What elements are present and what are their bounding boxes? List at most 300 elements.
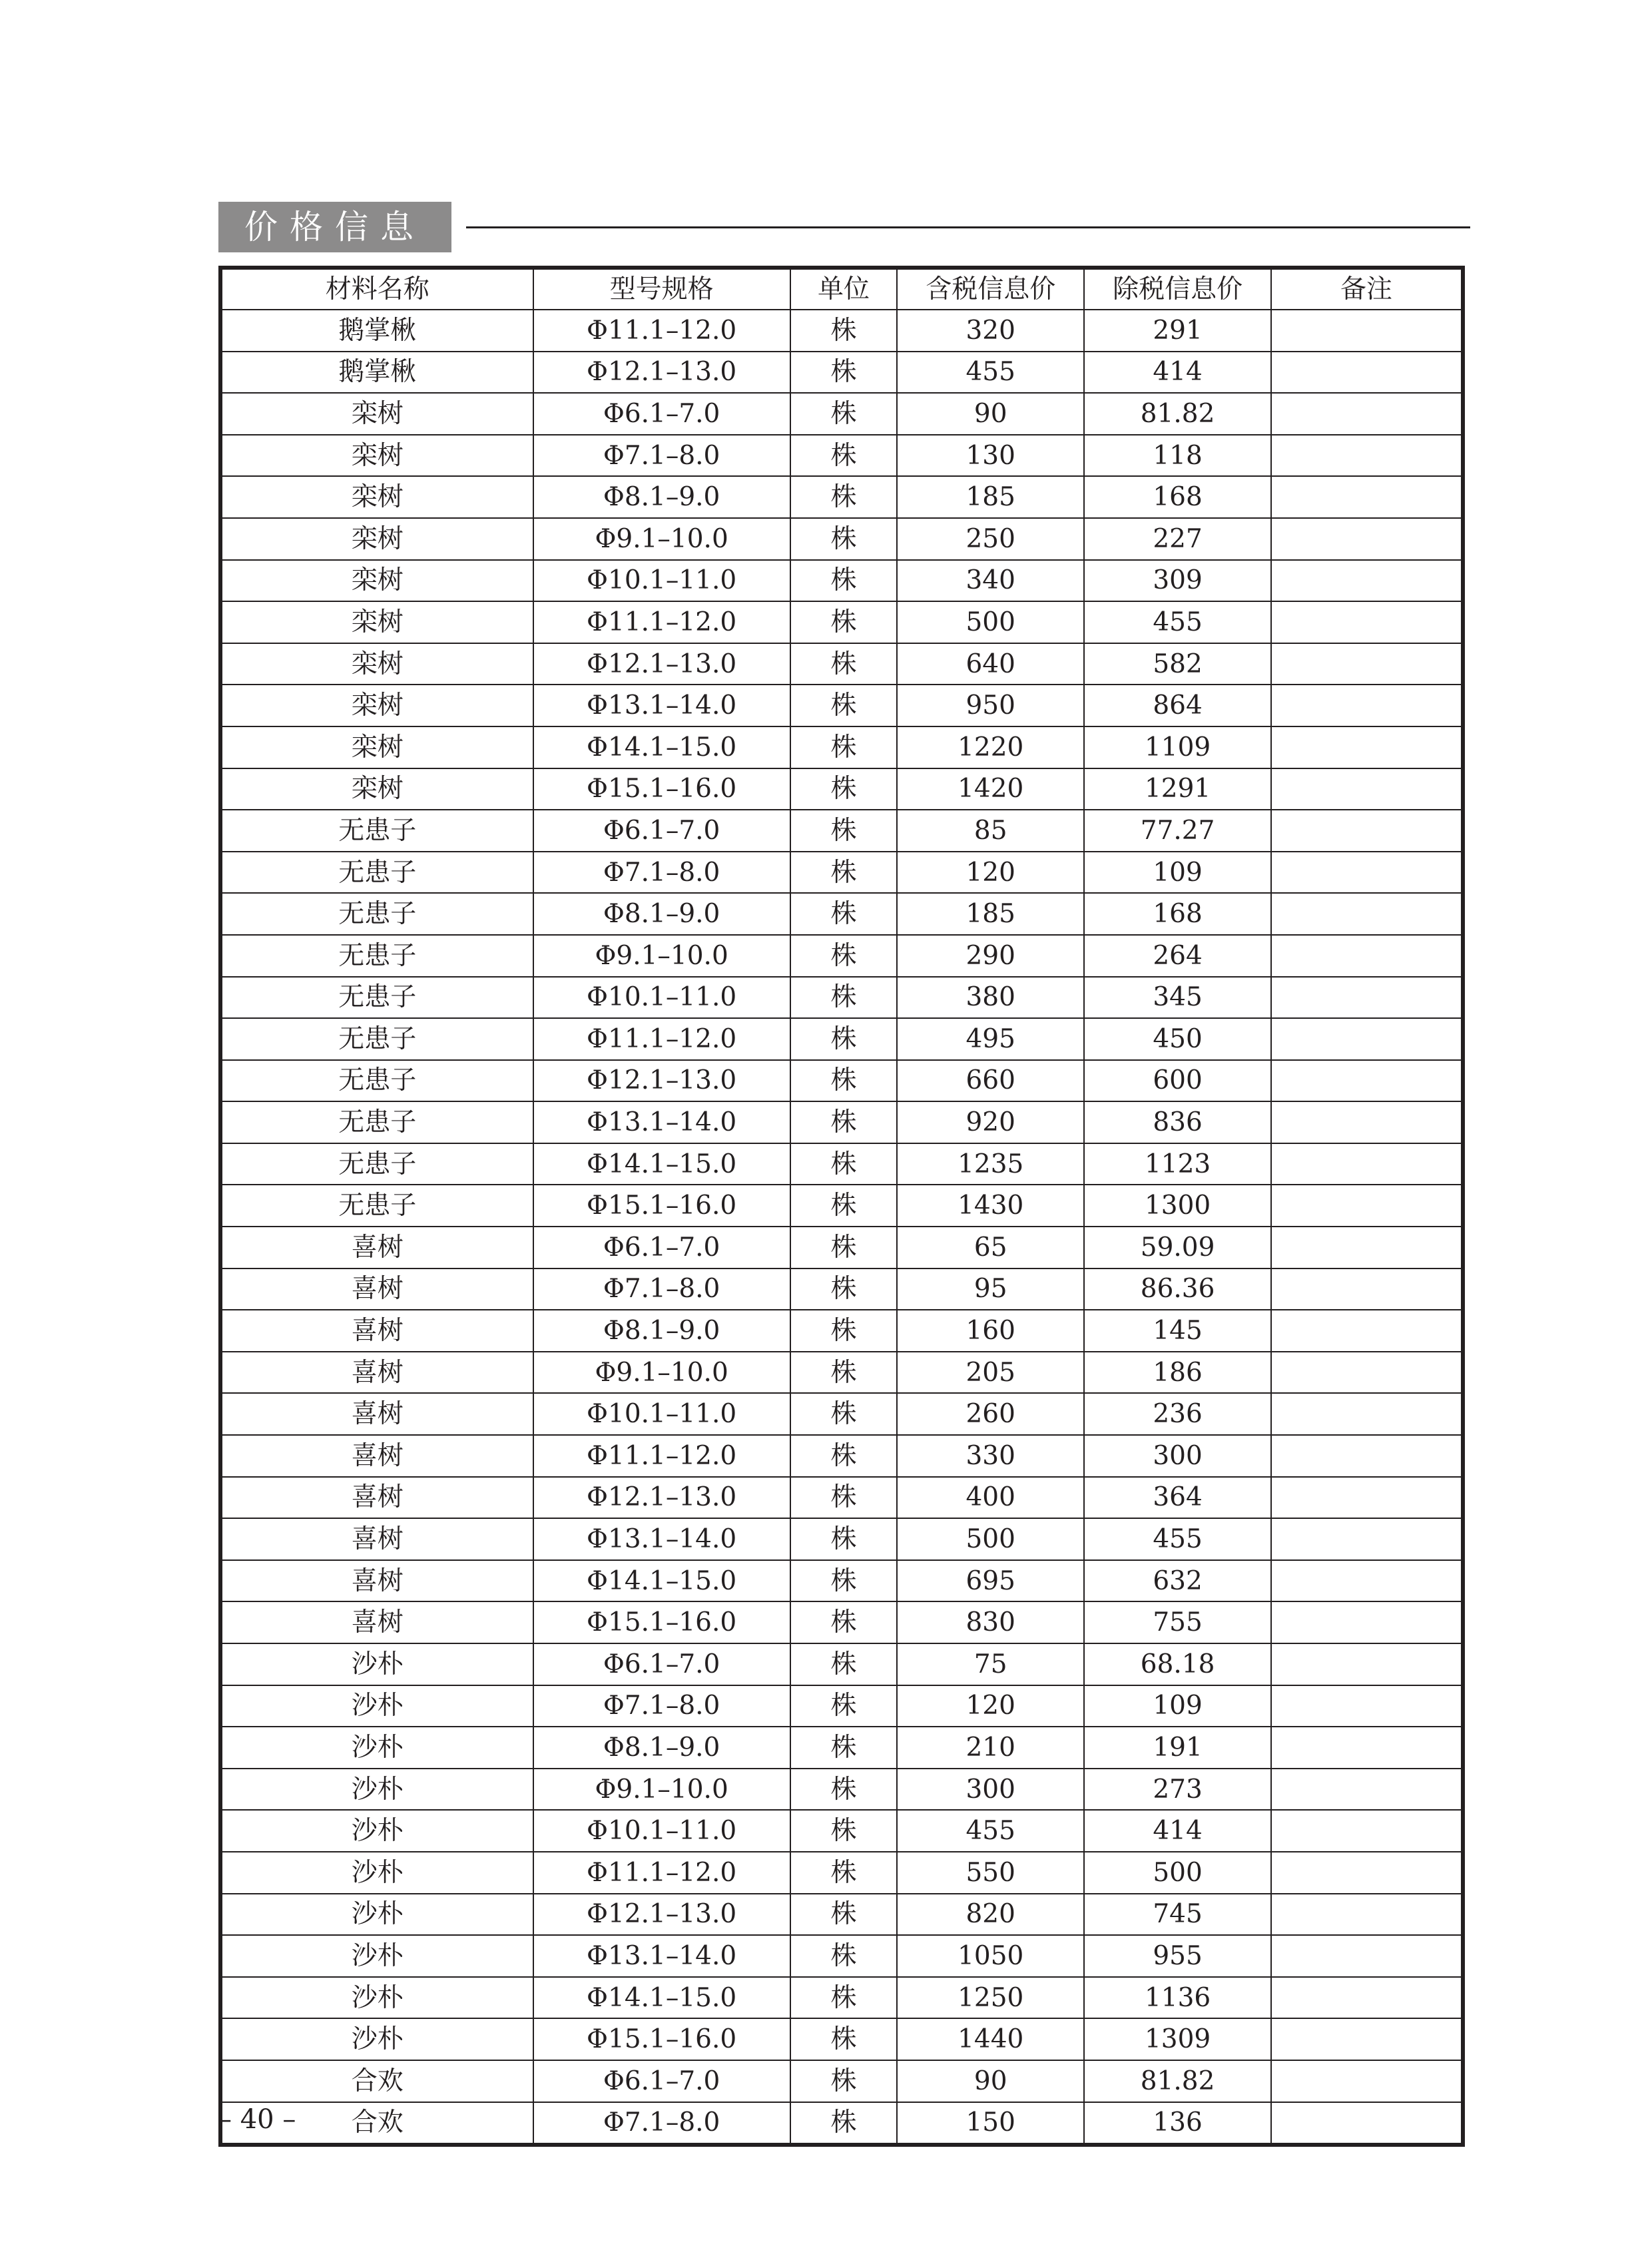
table-body: [220, 310, 1463, 2145]
cell-price-incl-tax: 500: [897, 601, 1084, 643]
cell-material-name: 栾树: [220, 393, 533, 435]
cell-price-excl-tax: 1136: [1084, 1977, 1271, 2019]
cell-price-excl-tax: 455: [1084, 1518, 1271, 1560]
cell-remarks: [1271, 352, 1463, 394]
cell-material-name: 合欢: [220, 2102, 533, 2145]
cell-price-excl-tax: 1309: [1084, 2018, 1271, 2060]
cell-spec: Φ9.1–10.0: [533, 518, 790, 560]
cell-spec: Φ11.1–12.0: [533, 601, 790, 643]
cell-price-excl-tax: 745: [1084, 1894, 1271, 1936]
cell-material-name: 沙朴: [220, 1769, 533, 1811]
table-row: [220, 1727, 1463, 1769]
cell-spec: Φ6.1–7.0: [533, 2060, 790, 2102]
table-row: [220, 977, 1463, 1019]
cell-price-excl-tax: 450: [1084, 1018, 1271, 1060]
cell-remarks: [1271, 852, 1463, 894]
cell-price-incl-tax: 330: [897, 1435, 1084, 1477]
table-row: [220, 1435, 1463, 1477]
cell-price-excl-tax: 632: [1084, 1560, 1271, 1602]
cell-unit: 株: [790, 893, 898, 935]
cell-unit: 株: [790, 2060, 898, 2102]
cell-spec: Φ15.1–16.0: [533, 1601, 790, 1643]
price-table: [218, 266, 1465, 2147]
cell-price-excl-tax: 1291: [1084, 768, 1271, 810]
cell-remarks: [1271, 1310, 1463, 1352]
cell-price-incl-tax: 300: [897, 1769, 1084, 1811]
cell-price-incl-tax: 130: [897, 435, 1084, 477]
cell-remarks: [1271, 1601, 1463, 1643]
cell-price-incl-tax: 695: [897, 1560, 1084, 1602]
cell-material-name: 栾树: [220, 643, 533, 685]
cell-remarks: [1271, 1643, 1463, 1685]
cell-price-excl-tax: 145: [1084, 1310, 1271, 1352]
cell-unit: 株: [790, 1601, 898, 1643]
cell-unit: 株: [790, 601, 898, 643]
cell-spec: Φ7.1–8.0: [533, 2102, 790, 2145]
cell-price-incl-tax: 400: [897, 1477, 1084, 1519]
section-divider: [466, 226, 1470, 228]
cell-price-excl-tax: 59.09: [1084, 1227, 1271, 1269]
table-row: [220, 393, 1463, 435]
cell-unit: 株: [790, 476, 898, 518]
cell-material-name: 沙朴: [220, 1852, 533, 1894]
cell-unit: 株: [790, 643, 898, 685]
cell-price-excl-tax: 836: [1084, 1101, 1271, 1143]
cell-price-incl-tax: 1430: [897, 1185, 1084, 1227]
cell-material-name: 沙朴: [220, 1685, 533, 1727]
cell-unit: 株: [790, 1477, 898, 1519]
table-row: [220, 1393, 1463, 1435]
cell-remarks: [1271, 1435, 1463, 1477]
cell-remarks: [1271, 476, 1463, 518]
table-row: [220, 560, 1463, 602]
cell-price-incl-tax: 380: [897, 977, 1084, 1019]
cell-material-name: 无患子: [220, 1060, 533, 1102]
cell-material-name: 沙朴: [220, 1727, 533, 1769]
table-row: [220, 768, 1463, 810]
cell-material-name: 沙朴: [220, 1894, 533, 1936]
cell-price-excl-tax: 1109: [1084, 726, 1271, 768]
cell-remarks: [1271, 726, 1463, 768]
cell-price-excl-tax: 136: [1084, 2102, 1271, 2145]
cell-price-excl-tax: 227: [1084, 518, 1271, 560]
cell-spec: Φ7.1–8.0: [533, 435, 790, 477]
cell-spec: Φ13.1–14.0: [533, 1101, 790, 1143]
cell-spec: Φ14.1–15.0: [533, 1560, 790, 1602]
cell-price-incl-tax: 455: [897, 352, 1084, 394]
cell-material-name: 无患子: [220, 977, 533, 1019]
cell-price-excl-tax: 168: [1084, 476, 1271, 518]
cell-remarks: [1271, 1894, 1463, 1936]
cell-material-name: 喜树: [220, 1601, 533, 1643]
cell-price-incl-tax: 1235: [897, 1143, 1084, 1185]
table-row: [220, 1310, 1463, 1352]
cell-remarks: [1271, 518, 1463, 560]
cell-remarks: [1271, 1685, 1463, 1727]
table-row: [220, 810, 1463, 852]
cell-material-name: 喜树: [220, 1393, 533, 1435]
cell-spec: Φ8.1–9.0: [533, 1727, 790, 1769]
cell-unit: 株: [790, 2102, 898, 2145]
cell-spec: Φ10.1–11.0: [533, 1810, 790, 1852]
cell-unit: 株: [790, 1894, 898, 1936]
cell-price-incl-tax: 205: [897, 1352, 1084, 1394]
table-row: [220, 1018, 1463, 1060]
cell-spec: Φ14.1–15.0: [533, 1143, 790, 1185]
table-row: [220, 726, 1463, 768]
cell-remarks: [1271, 2060, 1463, 2102]
cell-unit: 株: [790, 1435, 898, 1477]
cell-price-incl-tax: 830: [897, 1601, 1084, 1643]
cell-spec: Φ10.1–11.0: [533, 977, 790, 1019]
cell-remarks: [1271, 1769, 1463, 1811]
cell-spec: Φ13.1–14.0: [533, 1935, 790, 1977]
cell-price-incl-tax: 550: [897, 1852, 1084, 1894]
cell-price-incl-tax: 185: [897, 893, 1084, 935]
cell-remarks: [1271, 1810, 1463, 1852]
table-header-row: [220, 268, 1463, 310]
cell-remarks: [1271, 393, 1463, 435]
cell-remarks: [1271, 1393, 1463, 1435]
cell-price-incl-tax: 120: [897, 852, 1084, 894]
cell-price-incl-tax: 95: [897, 1269, 1084, 1310]
cell-price-excl-tax: 500: [1084, 1852, 1271, 1894]
cell-spec: Φ6.1–7.0: [533, 393, 790, 435]
cell-unit: 株: [790, 1769, 898, 1811]
cell-price-incl-tax: 640: [897, 643, 1084, 685]
cell-unit: 株: [790, 1352, 898, 1394]
table-row: [220, 2060, 1463, 2102]
cell-price-incl-tax: 500: [897, 1518, 1084, 1560]
cell-material-name: 无患子: [220, 1185, 533, 1227]
cell-spec: Φ11.1–12.0: [533, 1852, 790, 1894]
cell-spec: Φ6.1–7.0: [533, 810, 790, 852]
cell-unit: 株: [790, 1560, 898, 1602]
cell-unit: 株: [790, 768, 898, 810]
table-row: [220, 1101, 1463, 1143]
header-price-incl-tax: 含税信息价: [897, 268, 1084, 310]
cell-unit: 株: [790, 1810, 898, 1852]
cell-unit: 株: [790, 685, 898, 726]
cell-price-incl-tax: 85: [897, 810, 1084, 852]
cell-price-incl-tax: 75: [897, 1643, 1084, 1685]
cell-unit: 株: [790, 435, 898, 477]
cell-unit: 株: [790, 1852, 898, 1894]
cell-unit: 株: [790, 2018, 898, 2060]
cell-price-excl-tax: 191: [1084, 1727, 1271, 1769]
cell-spec: Φ11.1–12.0: [533, 1435, 790, 1477]
cell-material-name: 无患子: [220, 893, 533, 935]
cell-material-name: 喜树: [220, 1435, 533, 1477]
cell-material-name: 栾树: [220, 726, 533, 768]
cell-price-excl-tax: 118: [1084, 435, 1271, 477]
cell-price-incl-tax: 150: [897, 2102, 1084, 2145]
cell-price-excl-tax: 600: [1084, 1060, 1271, 1102]
cell-remarks: [1271, 601, 1463, 643]
cell-material-name: 鹅掌楸: [220, 310, 533, 352]
cell-material-name: 沙朴: [220, 1643, 533, 1685]
table-row: [220, 1227, 1463, 1269]
cell-unit: 株: [790, 1727, 898, 1769]
cell-spec: Φ15.1–16.0: [533, 1185, 790, 1227]
cell-spec: Φ6.1–7.0: [533, 1643, 790, 1685]
cell-remarks: [1271, 2102, 1463, 2145]
cell-price-incl-tax: 455: [897, 1810, 1084, 1852]
cell-remarks: [1271, 893, 1463, 935]
cell-remarks: [1271, 1518, 1463, 1560]
table-row: [220, 1143, 1463, 1185]
cell-unit: 株: [790, 1393, 898, 1435]
cell-spec: Φ8.1–9.0: [533, 893, 790, 935]
cell-price-incl-tax: 120: [897, 1685, 1084, 1727]
cell-spec: Φ15.1–16.0: [533, 2018, 790, 2060]
cell-material-name: 喜树: [220, 1560, 533, 1602]
cell-remarks: [1271, 1101, 1463, 1143]
cell-material-name: 无患子: [220, 852, 533, 894]
cell-price-excl-tax: 77.27: [1084, 810, 1271, 852]
cell-price-excl-tax: 582: [1084, 643, 1271, 685]
cell-unit: 株: [790, 393, 898, 435]
cell-unit: 株: [790, 1185, 898, 1227]
cell-price-incl-tax: 1250: [897, 1977, 1084, 2019]
cell-material-name: 无患子: [220, 1143, 533, 1185]
cell-spec: Φ12.1–13.0: [533, 1894, 790, 1936]
header-spec: 型号规格: [533, 268, 790, 310]
cell-material-name: 合欢: [220, 2060, 533, 2102]
cell-price-excl-tax: 186: [1084, 1352, 1271, 1394]
cell-remarks: [1271, 1727, 1463, 1769]
cell-price-excl-tax: 236: [1084, 1393, 1271, 1435]
table-row: [220, 1269, 1463, 1310]
cell-spec: Φ11.1–12.0: [533, 1018, 790, 1060]
header-material-name: 材料名称: [220, 268, 533, 310]
cell-material-name: 无患子: [220, 1018, 533, 1060]
cell-spec: Φ12.1–13.0: [533, 352, 790, 394]
cell-price-incl-tax: 250: [897, 518, 1084, 560]
table-row: [220, 601, 1463, 643]
cell-unit: 株: [790, 935, 898, 977]
cell-unit: 株: [790, 1685, 898, 1727]
cell-price-excl-tax: 81.82: [1084, 393, 1271, 435]
cell-remarks: [1271, 685, 1463, 726]
table-row: [220, 352, 1463, 394]
cell-material-name: 栾树: [220, 518, 533, 560]
cell-material-name: 栾树: [220, 476, 533, 518]
cell-unit: 株: [790, 1310, 898, 1352]
cell-spec: Φ12.1–13.0: [533, 1060, 790, 1102]
cell-remarks: [1271, 1018, 1463, 1060]
cell-price-incl-tax: 1220: [897, 726, 1084, 768]
table-row: [220, 518, 1463, 560]
cell-remarks: [1271, 977, 1463, 1019]
cell-remarks: [1271, 935, 1463, 977]
cell-spec: Φ13.1–14.0: [533, 1518, 790, 1560]
cell-spec: Φ7.1–8.0: [533, 852, 790, 894]
table-row: [220, 1601, 1463, 1643]
cell-unit: 株: [790, 1101, 898, 1143]
section-header: [218, 202, 1470, 252]
cell-price-excl-tax: 455: [1084, 601, 1271, 643]
cell-price-incl-tax: 90: [897, 2060, 1084, 2102]
table-row: [220, 852, 1463, 894]
cell-remarks: [1271, 768, 1463, 810]
table-row: [220, 1769, 1463, 1811]
cell-price-excl-tax: 273: [1084, 1769, 1271, 1811]
cell-price-incl-tax: 90: [897, 393, 1084, 435]
cell-spec: Φ10.1–11.0: [533, 560, 790, 602]
cell-price-incl-tax: 290: [897, 935, 1084, 977]
cell-remarks: [1271, 1269, 1463, 1310]
cell-price-incl-tax: 160: [897, 1310, 1084, 1352]
cell-unit: 株: [790, 1643, 898, 1685]
cell-price-excl-tax: 345: [1084, 977, 1271, 1019]
cell-unit: 株: [790, 1518, 898, 1560]
cell-unit: 株: [790, 1977, 898, 2019]
cell-material-name: 无患子: [220, 1101, 533, 1143]
table-row: [220, 2102, 1463, 2145]
cell-price-incl-tax: 820: [897, 1894, 1084, 1936]
cell-price-excl-tax: 955: [1084, 1935, 1271, 1977]
table-row: [220, 685, 1463, 726]
table-row: [220, 1560, 1463, 1602]
cell-material-name: 栾树: [220, 601, 533, 643]
cell-price-excl-tax: 755: [1084, 1601, 1271, 1643]
cell-remarks: [1271, 1352, 1463, 1394]
cell-spec: Φ6.1–7.0: [533, 1227, 790, 1269]
cell-material-name: 沙朴: [220, 1935, 533, 1977]
cell-material-name: 栾树: [220, 685, 533, 726]
section-title: 价格信息: [218, 202, 451, 252]
cell-unit: 株: [790, 1143, 898, 1185]
cell-material-name: 栾树: [220, 435, 533, 477]
cell-unit: 株: [790, 726, 898, 768]
cell-spec: Φ7.1–8.0: [533, 1685, 790, 1727]
table-row: [220, 893, 1463, 935]
cell-remarks: [1271, 1977, 1463, 2019]
table-row: [220, 310, 1463, 352]
cell-price-incl-tax: 320: [897, 310, 1084, 352]
table-row: [220, 1894, 1463, 1936]
cell-unit: 株: [790, 1935, 898, 1977]
cell-spec: Φ12.1–13.0: [533, 1477, 790, 1519]
cell-material-name: 沙朴: [220, 1810, 533, 1852]
cell-unit: 株: [790, 310, 898, 352]
table-row: [220, 935, 1463, 977]
cell-material-name: 喜树: [220, 1518, 533, 1560]
cell-remarks: [1271, 1185, 1463, 1227]
table-row: [220, 1185, 1463, 1227]
cell-price-incl-tax: 950: [897, 685, 1084, 726]
table-row: [220, 1352, 1463, 1394]
cell-material-name: 沙朴: [220, 1977, 533, 2019]
cell-spec: Φ8.1–9.0: [533, 476, 790, 518]
cell-material-name: 栾树: [220, 768, 533, 810]
table-row: [220, 1685, 1463, 1727]
table-row: [220, 1852, 1463, 1894]
cell-price-excl-tax: 309: [1084, 560, 1271, 602]
cell-spec: Φ8.1–9.0: [533, 1310, 790, 1352]
cell-price-incl-tax: 260: [897, 1393, 1084, 1435]
cell-unit: 株: [790, 1269, 898, 1310]
cell-material-name: 鹅掌楸: [220, 352, 533, 394]
cell-material-name: 喜树: [220, 1227, 533, 1269]
cell-remarks: [1271, 1060, 1463, 1102]
cell-price-excl-tax: 168: [1084, 893, 1271, 935]
cell-price-excl-tax: 864: [1084, 685, 1271, 726]
cell-price-excl-tax: 414: [1084, 352, 1271, 394]
cell-price-excl-tax: 364: [1084, 1477, 1271, 1519]
cell-price-excl-tax: 1123: [1084, 1143, 1271, 1185]
table-row: [220, 1643, 1463, 1685]
cell-remarks: [1271, 1852, 1463, 1894]
cell-price-incl-tax: 495: [897, 1018, 1084, 1060]
cell-material-name: 喜树: [220, 1310, 533, 1352]
cell-spec: Φ7.1–8.0: [533, 1269, 790, 1310]
cell-price-incl-tax: 1050: [897, 1935, 1084, 1977]
cell-remarks: [1271, 643, 1463, 685]
header-unit: 单位: [790, 268, 898, 310]
cell-price-excl-tax: 81.82: [1084, 2060, 1271, 2102]
cell-price-incl-tax: 660: [897, 1060, 1084, 1102]
table-row: [220, 435, 1463, 477]
cell-price-incl-tax: 340: [897, 560, 1084, 602]
cell-remarks: [1271, 2018, 1463, 2060]
cell-unit: 株: [790, 810, 898, 852]
table-row: [220, 1518, 1463, 1560]
cell-remarks: [1271, 1143, 1463, 1185]
cell-spec: Φ13.1–14.0: [533, 685, 790, 726]
cell-material-name: 喜树: [220, 1269, 533, 1310]
cell-price-excl-tax: 300: [1084, 1435, 1271, 1477]
cell-remarks: [1271, 1560, 1463, 1602]
cell-remarks: [1271, 1935, 1463, 1977]
table-row: [220, 1977, 1463, 2019]
cell-unit: 株: [790, 977, 898, 1019]
table-row: [220, 1060, 1463, 1102]
table-row: [220, 2018, 1463, 2060]
table-row: [220, 476, 1463, 518]
cell-price-incl-tax: 1420: [897, 768, 1084, 810]
cell-unit: 株: [790, 852, 898, 894]
cell-remarks: [1271, 1227, 1463, 1269]
cell-unit: 株: [790, 1018, 898, 1060]
cell-price-excl-tax: 414: [1084, 1810, 1271, 1852]
cell-material-name: 喜树: [220, 1352, 533, 1394]
cell-price-excl-tax: 109: [1084, 1685, 1271, 1727]
table-row: [220, 1935, 1463, 1977]
cell-spec: Φ11.1–12.0: [533, 310, 790, 352]
cell-spec: Φ12.1–13.0: [533, 643, 790, 685]
cell-unit: 株: [790, 1060, 898, 1102]
cell-material-name: 无患子: [220, 810, 533, 852]
cell-remarks: [1271, 435, 1463, 477]
cell-remarks: [1271, 1477, 1463, 1519]
cell-price-excl-tax: 86.36: [1084, 1269, 1271, 1310]
cell-price-excl-tax: 109: [1084, 852, 1271, 894]
header-price-excl-tax: 除税信息价: [1084, 268, 1271, 310]
cell-spec: Φ14.1–15.0: [533, 1977, 790, 2019]
cell-material-name: 喜树: [220, 1477, 533, 1519]
cell-unit: 株: [790, 560, 898, 602]
cell-remarks: [1271, 810, 1463, 852]
cell-remarks: [1271, 310, 1463, 352]
cell-price-excl-tax: 264: [1084, 935, 1271, 977]
cell-unit: 株: [790, 352, 898, 394]
cell-price-excl-tax: 291: [1084, 310, 1271, 352]
cell-spec: Φ9.1–10.0: [533, 1352, 790, 1394]
cell-spec: Φ15.1–16.0: [533, 768, 790, 810]
cell-spec: Φ14.1–15.0: [533, 726, 790, 768]
